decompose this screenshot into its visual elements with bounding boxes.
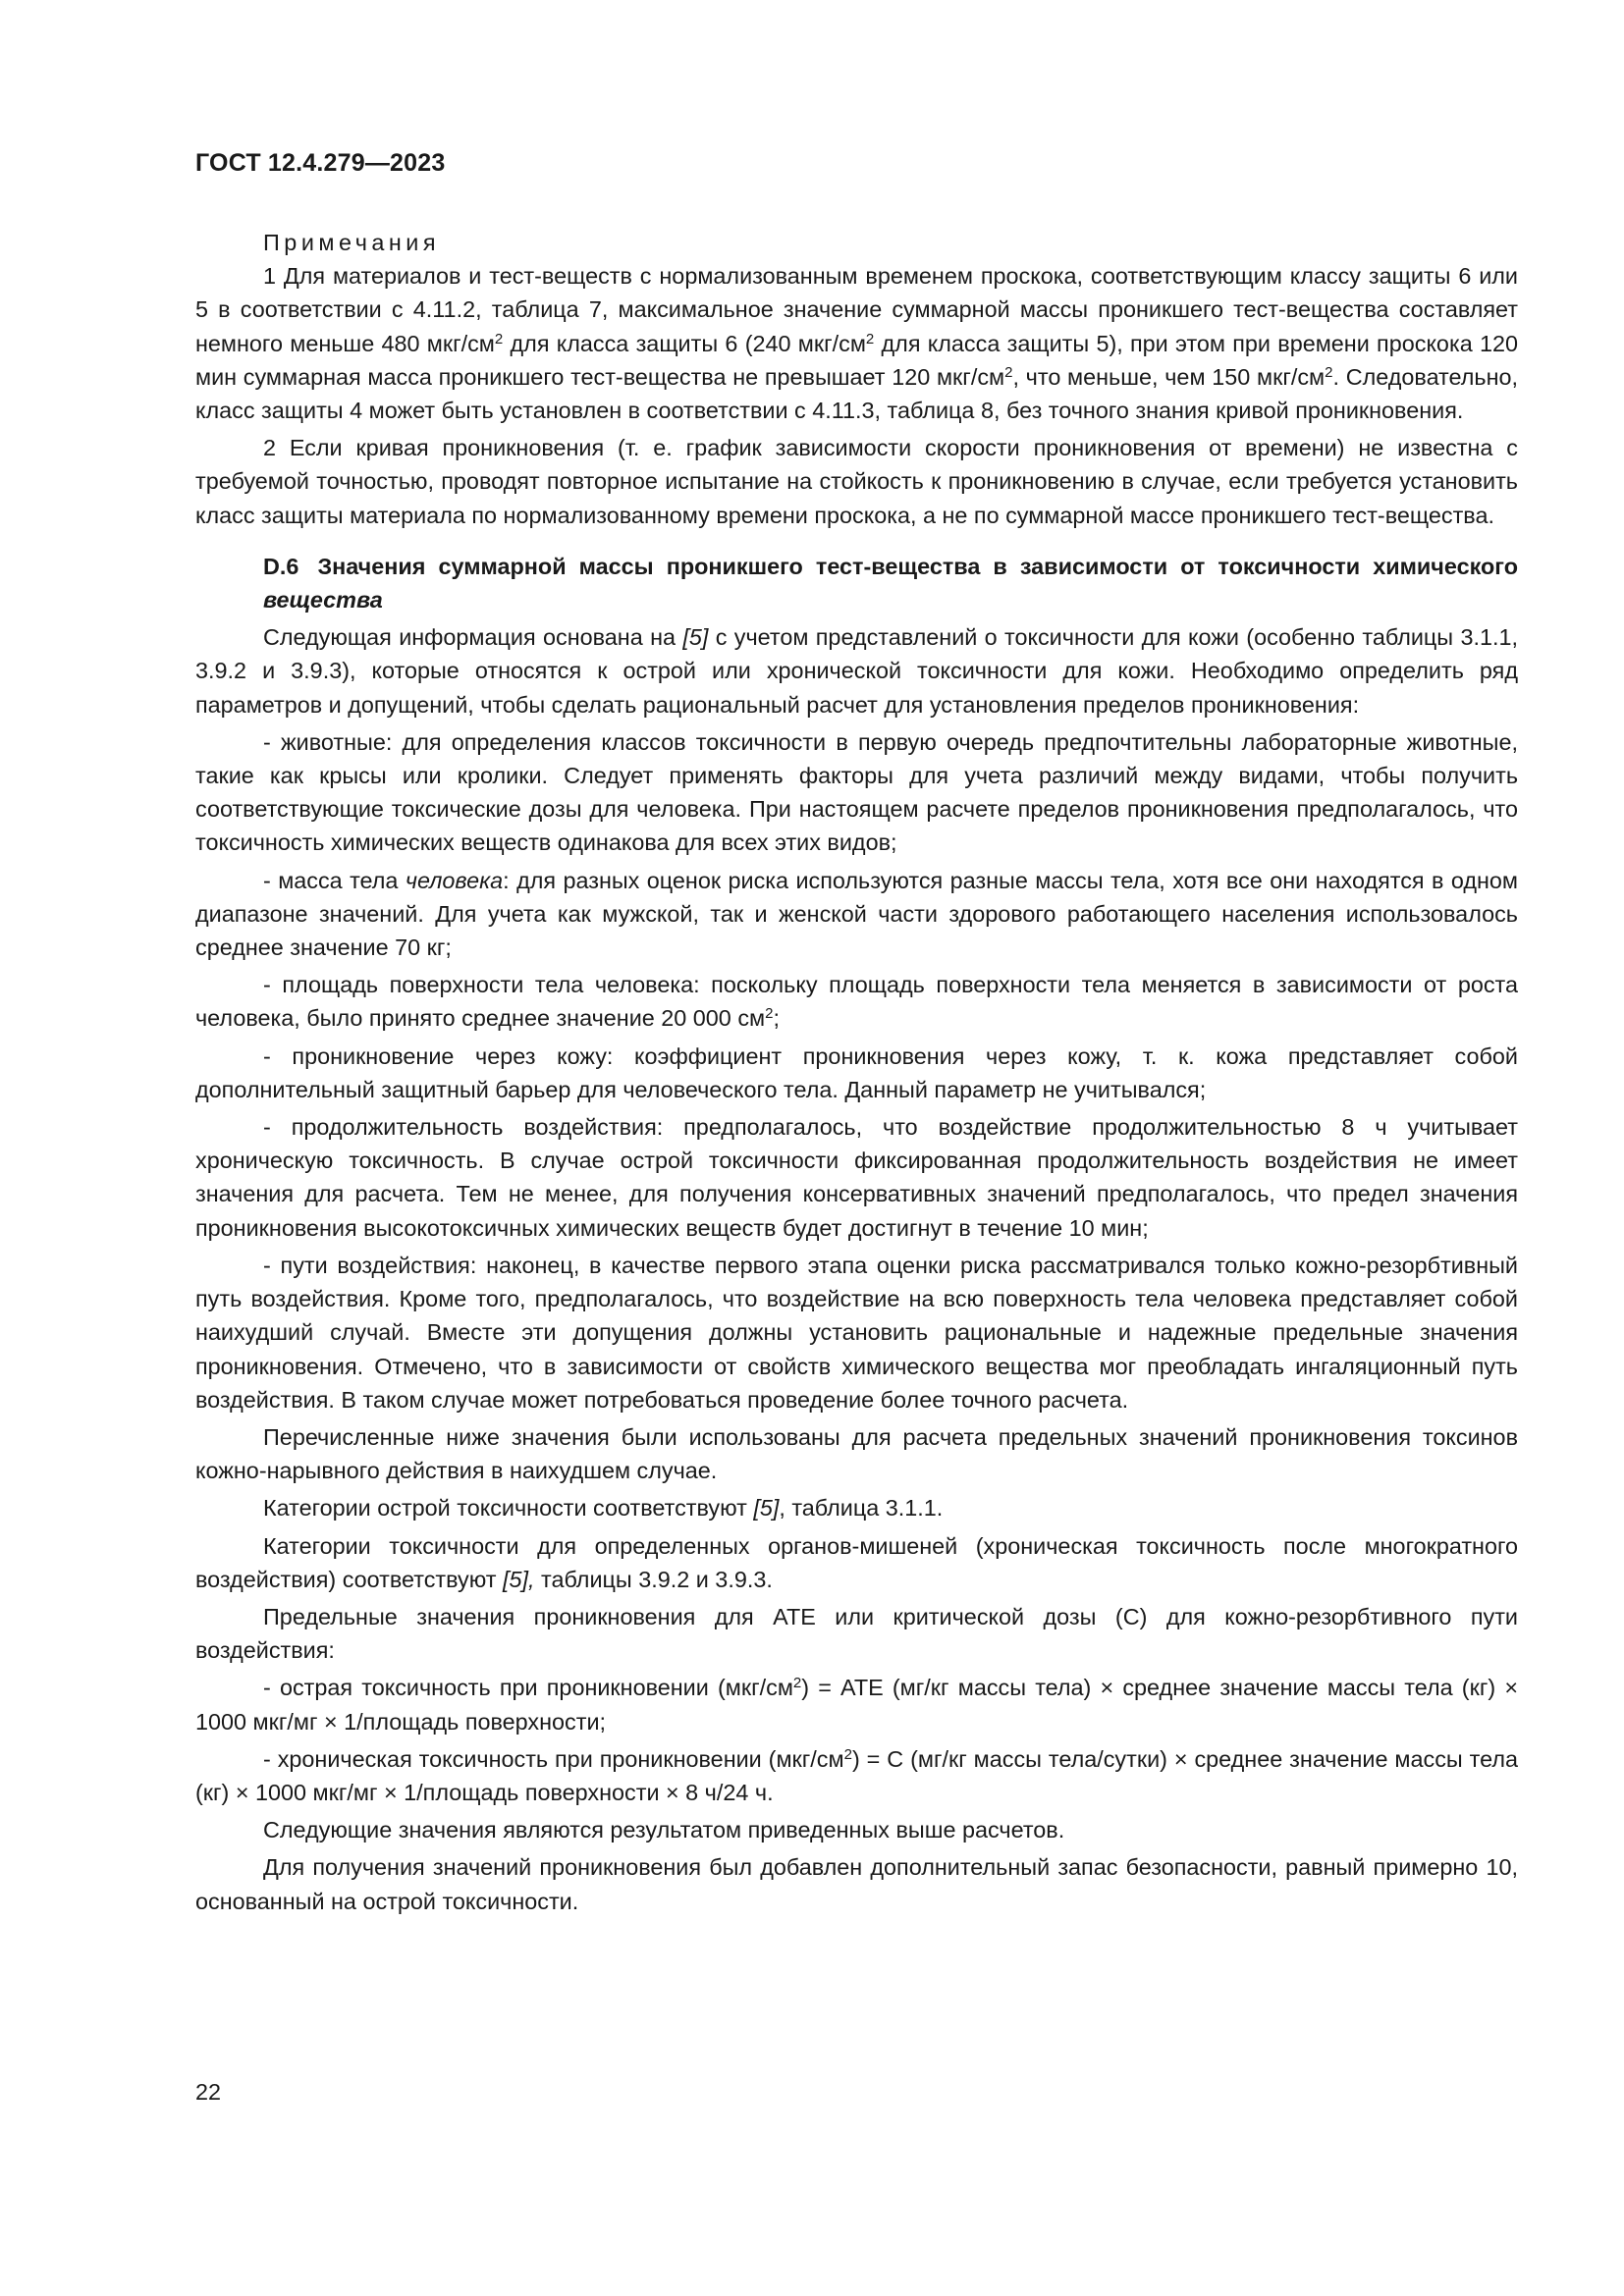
organ-categories-paragraph: Категории токсичности для определенных органов-мишеней (хроническая токсичность после многократного воздействия) соответствуют [5], таблицы 3.9.2 и 3.9.3. <box>195 1532 1518 1592</box>
page-content <box>195 226 1518 1918</box>
page-number: 22 <box>195 2079 222 2105</box>
limit-values-paragraph: Предельные значения проникновения для АТЕ или критической дозы (С) для кожно-резорбтивного пути воздействия: <box>195 1603 1518 1664</box>
list-item-skin-penetration: - проникновение через кожу: коэффициент проникновения через кожу, т. к. кожа представляет собой дополнительный защитный барьер для человеческого тела. Данный параметр не учитывался; <box>195 1042 1518 1102</box>
reference-link: [5] <box>682 624 709 651</box>
section-title: Значения суммарной массы проникшего тест-вещества в зависимости от токсичности химического <box>317 553 1519 579</box>
section-number: D.6 <box>263 553 299 579</box>
list-item-animals: - животные: для определения классов токсичности в первую очередь предпочтительны лабораторные животные, такие как крысы или кролики. Следует применять факторы для учета различий между видами, чтобы получить соответствующие токсические дозы для человека. При настоящем расчете пределов проникновения предполагалось, что токсичность химических веществ одинакова для всех этих видов; <box>195 728 1518 856</box>
section-title-italic: вещества <box>263 587 383 614</box>
intro-paragraph: Следующая информация основана на [5] с учетом представлений о токсичности для кожи (особенно таблицы 3.1.1, 3.9.2 и 3.9.3), которые относятся к острой или хронической токсичности для кожи. Необходимо определить ряд параметров и допущений, чтобы сделать рациональный расчет для установления пределов проникновения: <box>195 624 1518 718</box>
acute-categories-paragraph: Категории острой токсичности соответствуют [5], таблица 3.1.1. <box>263 1495 944 1522</box>
formula-acute: - острая токсичность при проникновении $(мкг/см^2)$ = АТЕ (мг/кг массы тела) × среднее значение массы тела (кг) × 1000 мкг/мг × 1/площадь поверхности; <box>195 1675 1518 1735</box>
document-code: ГОСТ 12.4.279—2023 <box>195 149 446 177</box>
note-2: 2 Если кривая проникновения (т. е. график зависимости скорости проникновения от времени) не известна с требуемой точностью, проводят повторное испытание на стойкость к проникновению в случае, если требуется установить класс защиты материала по нормализованному времени проскока, а не по суммарной массе проникшего тест-вещества. <box>195 435 1518 528</box>
listed-values-paragraph: Перечисленные ниже значения были использованы для расчета предельных значений проникновения токсинов кожно-нарывного действия в наихудшем случае. <box>195 1423 1518 1484</box>
safety-margin-paragraph: Для получения значений проникновения был добавлен дополнительный запас безопасности, равный примерно 10, основанный на острой токсичности. <box>195 1854 1518 1914</box>
section-heading <box>263 550 1518 616</box>
list-item-surface-area: - площадь поверхности тела человека: поскольку площадь поверхности тела меняется в зависимости от роста человека, было принято среднее значение 20 000 $см^2$; <box>195 972 1518 1032</box>
formula-chronic: - хроническая токсичность при проникновении $(мкг/см^2) = С$ (мг/кг массы тела/сутки) × среднее значение массы тела (кг) × 1000 мкг/мг × 1/площадь поверхности × 8 ч/24 ч. <box>195 1745 1518 1805</box>
list-item-duration: - продолжительность воздействия: предполагалось, что воздействие продолжительностью 8 ч учитывает хроническую токсичность. В случае острой токсичности фиксированная продолжительность воздействия не имеет значения для расчета. Тем не менее, для получения консервативных значений предполагалось, что предел значения проникновения высокотоксичных химических веществ будет достигнут в течение 10 мин; <box>195 1114 1518 1241</box>
list-item-routes: - пути воздействия: наконец, в качестве первого этапа оценки риска рассматривался только кожно-резорбтивный путь воздействия. Кроме того, предполагалось, что воздействие на всю поверхность тела человека представляет собой наихудший случай. Вместе эти допущения должны установить рациональные и надежные предельные значения проникновения. Отмечено, что в зависимости от свойств химического вещества мог преобладать ингаляционный путь воздействия. В таком случае может потребоваться проведение более точного расчета. <box>195 1252 1518 1413</box>
note-1: 1 Для материалов и тест-веществ с нормализованным временем проскока, соответствующим классу защиты 6 или 5 в соответствии с 4.11.2, таблица 7, максимальное значение суммарной массы проникшего тест-вещества составляет немного меньше 480 мкг/$см^2$ для класса защиты 6 (240 мкг/$см^2$ для класса защиты 5), при этом при времени проскока 120 мин суммарная масса проникшего тест-вещества не превышает 120 мкг/$см^2$, что меньше, чем 150 мкг/$см^2$. Следовательно, класс защиты 4 может быть установлен в соответствии с 4.11.3, таблица 8, без точного знания кривой проникновения. <box>195 263 1519 424</box>
reference-link: [5] <box>753 1495 780 1522</box>
following-values-paragraph: Следующие значения являются результатом приведенных выше расчетов. <box>263 1817 1065 1843</box>
reference-link: [5], <box>502 1566 535 1592</box>
list-item-body-mass: - масса тела человека: для разных оценок риска используются разные массы тела, хотя все они находятся в одном диапазоне значений. Для учета как мужской, так и женской части здорового работающего населения использовалось среднее значение 70 кг; <box>195 867 1518 961</box>
notes-title: Примечания <box>263 230 441 255</box>
